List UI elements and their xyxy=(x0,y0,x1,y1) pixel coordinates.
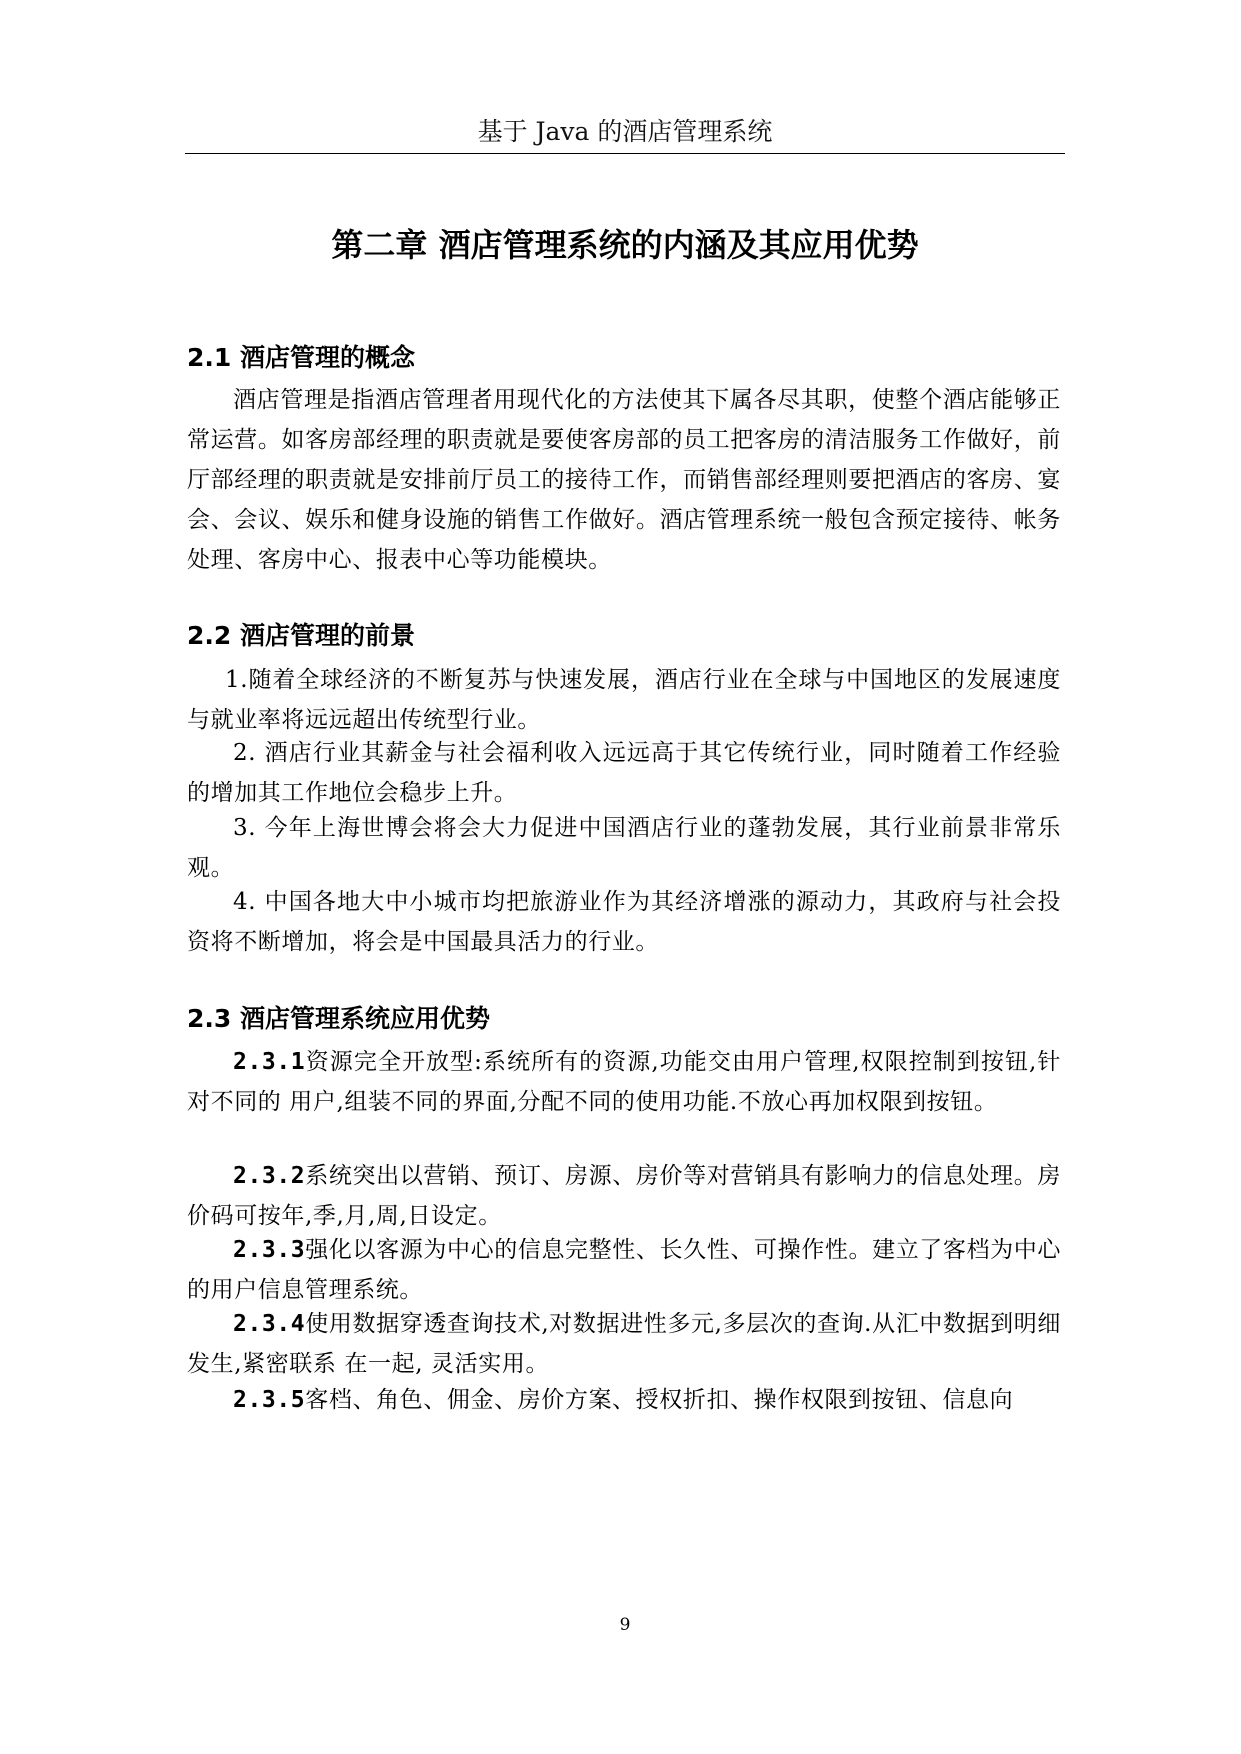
advantage-item-2-3-1 xyxy=(187,1042,1061,1122)
item-number: 2.3.3 xyxy=(233,1237,306,1263)
item-text: 系统突出以营销、预订、房源、房价等对营销具有影响力的信息处理。房价码可按年,季,月,周,日设定。 xyxy=(187,1163,1061,1229)
section-heading-2-3: 2.3 酒店管理系统应用优势 xyxy=(187,1004,490,1033)
advantage-item-2-3-4 xyxy=(187,1304,1061,1384)
item-number: 2.3.4 xyxy=(233,1311,306,1337)
section-heading-2-2: 2.2 酒店管理的前景 xyxy=(187,621,415,650)
item-text: 使用数据穿透查询技术,对数据进性多元,多层次的查询.从汇中数据到明细发生,紧密联系 在一起, 灵活实用。 xyxy=(187,1311,1061,1377)
advantage-item-2-3-2 xyxy=(187,1156,1061,1236)
prospect-item-2: 2. 酒店行业其薪金与社会福利收入远远高于其它传统行业，同时随着工作经验的增加其工作地位会稳步上升。 xyxy=(187,740,1061,806)
advantage-item-2-3-5 xyxy=(187,1380,1061,1420)
item-number: 2.3.5 xyxy=(233,1387,306,1413)
item-number: 2.3.2 xyxy=(233,1163,306,1189)
chapter-title: 第二章 酒店管理系统的内涵及其应用优势 xyxy=(331,226,919,264)
section-2-1-paragraph: 酒店管理是指酒店管理者用现代化的方法使其下属各尽其职，使整个酒店能够正常运营。如客房部经理的职责就是要使客房部的员工把客房的清洁服务工作做好，前厅部经理的职责就是安排前厅员工的接待工作，而销售部经理则要把酒店的客房、宴会、会议、娱乐和健身设施的销售工作做好。酒店管理系统一般包含预定接待、帐务处理、客房中心、报表中心等功能模块。 xyxy=(187,387,1061,573)
page-number: 9 xyxy=(619,1615,631,1635)
prospect-item-3: 3. 今年上海世博会将会大力促进中国酒店行业的蓬勃发展，其行业前景非常乐观。 xyxy=(187,815,1061,881)
prospect-item-4: 4. 中国各地大中小城市均把旅游业作为其经济增涨的源动力，其政府与社会投资将不断增加，将会是中国最具活力的行业。 xyxy=(187,889,1061,955)
header-rule xyxy=(185,153,1065,154)
item-number: 2.3.1 xyxy=(233,1049,306,1075)
prospect-item-1: 1.随着全球经济的不断复苏与快速发展，酒店行业在全球与中国地区的发展速度与就业率将远远超出传统型行业。 xyxy=(187,667,1061,733)
item-text: 资源完全开放型:系统所有的资源,功能交由用户管理,权限控制到按钮,针对不同的 用户,组装不同的界面,分配不同的使用功能.不放心再加权限到按钮。 xyxy=(187,1049,1061,1115)
running-header: 基于 Java 的酒店管理系统 xyxy=(477,117,773,146)
item-text: 强化以客源为中心的信息完整性、长久性、可操作性。建立了客档为中心的用户信息管理系统。 xyxy=(187,1237,1061,1303)
item-text: 客档、角色、佣金、房价方案、授权折扣、操作权限到按钮、信息向 xyxy=(305,1387,1014,1413)
section-heading-2-1: 2.1 酒店管理的概念 xyxy=(187,343,415,372)
advantage-item-2-3-3 xyxy=(187,1230,1061,1310)
